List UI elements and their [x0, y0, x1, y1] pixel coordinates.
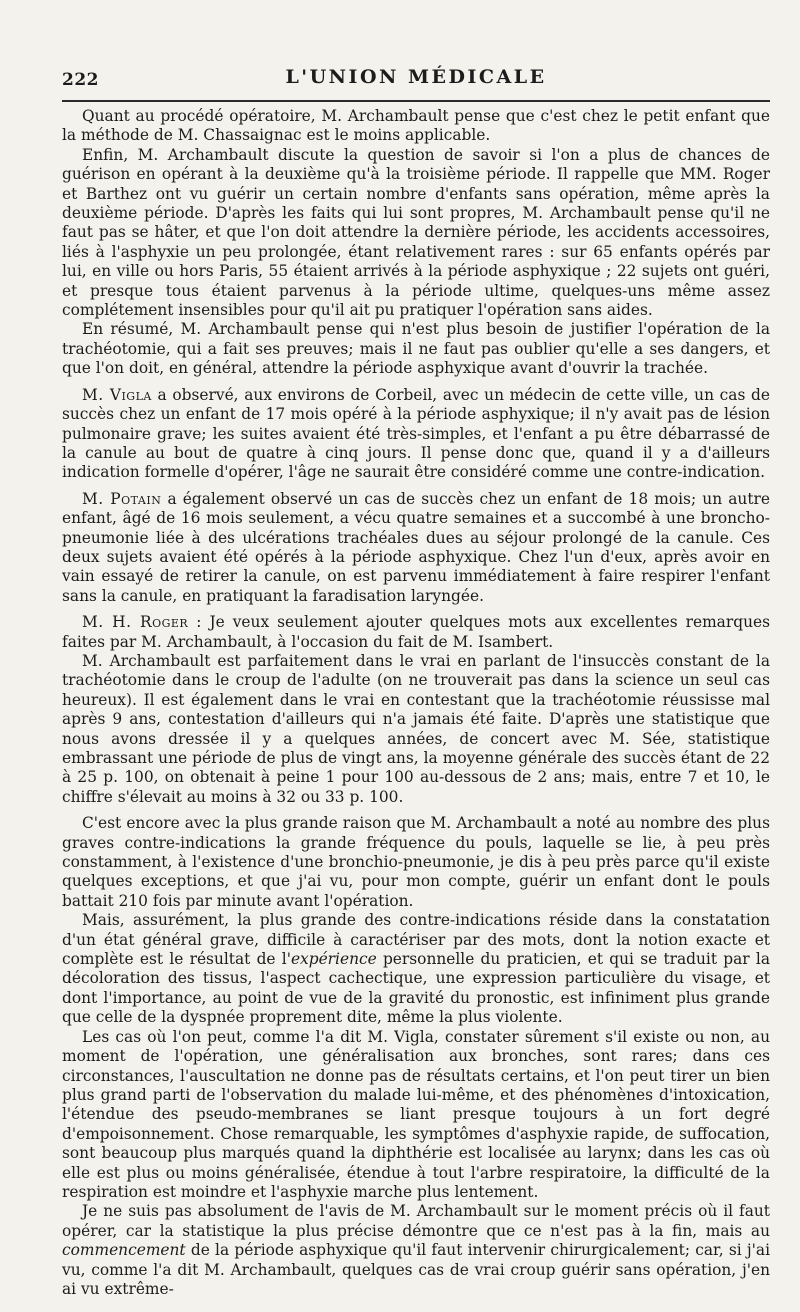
page-header: [62, 56, 770, 90]
speaker-name: M. Potain: [82, 489, 162, 508]
paragraph-period-question: Enfin, M. Archambault discute la question de savoir si l'on a plus de chances de guérison en opérant à la deuxième qu'à la troisième période. Il rappelle que MM. Roger et Barthez ont vu guérir un certain nombre d'enfants sans opération, même après la deuxième période. D'après les faits qui lui sont propres, M. Archambault pense qu'il ne faut pas se hâter, et que l'on doit attendre la dernière période, les accidents accessoires, liés à l'asphyxie un peu prolongée, étant relativement rares : sur 65 enfants opérés par lui, en ville ou hors Paris, 55 étaient arrivés à la période asphyxique ; 22 sujets ont guéri, et presque tous étaient parvenus à la période ultime, quelques-uns même assez complétement insensibles pour qu'il ait pu pratiquer l'opération sans aides.: [62, 145, 770, 320]
header-rule: [62, 100, 770, 102]
paragraph-pulse: C'est encore avec la plus grande raison que M. Archambault a noté au nombre des plus graves contre-indications la grande fréquence du pouls, laquelle se lie, à peu près constamment, à l'existence d'une bronchio-pneumonie, je dis à peu près parce qu'il existe quelques exceptions, et que j'ai vu, pour mon compte, guérir un enfant dont le pouls battait 210 fois par minute avant l'opération.: [62, 814, 770, 910]
paragraph-general-state: Mais, assurément, la plus grande des contre-indications réside dans la constatation d'un état général grave, difficile à caractériser par des mots, dont la notion exacte et complète est le résultat de l'expérience personnelle du praticien, et qui se traduit par la décoloration des tissus, l'aspect cachectique, une expression particulière du visage, et dont l'importance, au point de vue de la gravité du pronostic, est infiniment plus grande que celle de la dyspnée proprement dite, même la plus violente.: [62, 911, 770, 1027]
paragraph-potain: M. Potain a également observé un cas de succès chez un enfant de 18 mois; un autre enfant, âgé de 16 mois seulement, a vécu quatre semaines et a succombé à une broncho-pneumonie liée à des ulcérations trachéales dues au séjour prolongé de la canule. Ces deux sujets avaient été opérés à la période asphyxique. Chez l'un d'eux, après avoir en vain essayé de retirer la canule, on est parvenu immédiatement à faire respirer l'enfant sans la canule, en pratiquant la faradisation laryngée.: [62, 489, 770, 605]
paragraph-auscultation: Les cas où l'on peut, comme l'a dit M. Vigla, constater sûrement s'il existe ou non, au moment de l'opération, une généralisation aux bronches, sont rares; dans ces circonstances, l'auscultation ne donne pas de résultats certains, et l'on peut tirer un bien plus grand parti de l'observation du malade lui-même, et des phénomènes d'intoxication, l'étendue des pseudo-membranes se liant presque toujours à un fort degré d'empoisonnement. Chose remarquable, les symptômes d'asphyxie rapide, de suffocation, sont beaucoup plus marqués quand la diphthérie est localisée au larynx; dans les cas où elle est plus ou moins généralisée, étendue à tout l'arbre respiratoire, la difficulté de la respiration est moindre et l'asphyxie marche plus lentement.: [62, 1027, 770, 1201]
page-number: 222: [62, 70, 99, 90]
paragraph-summary: En résumé, M. Archambault pense qui n'est plus besoin de justifier l'opération de la trachéotomie, qui a fait ses preuves; mais il ne faut pas oublier qu'elle a ses dangers, et que l'on doit, en général, attendre la période asphyxique avant d'ouvrir la trachée.: [62, 320, 770, 378]
speaker-name: M. H. Roger: [82, 613, 189, 632]
italic-term: expérience: [290, 950, 377, 969]
paragraph-timing: Je ne suis pas absolument de l'avis de M. Archambault sur le moment précis où il faut opérer, car la statistique la plus précise démontre que ce n'est pas à la fin, mais au commencement de la période asphyxique qu'il faut intervenir chirurgicalement; car, si j'ai vu, comme l'a dit M. Archambault, quelques cas de vrai croup guérir sans opération, j'en ai vu extrême-: [62, 1202, 770, 1298]
paragraph-roger: M. H. Roger : Je veux seulement ajouter quelques mots aux excellentes remarques faites par M. Archambault, à l'occasion du fait de M. Isambert.: [62, 613, 770, 651]
paragraph-statistics: M. Archambault est parfaitement dans le vrai en parlant de l'insuccès constant de la trachéotomie dans le croup de l'adulte (on ne trouverait pas dans la science un seul cas heureux). Il est également dans le vrai en contestant que la trachéotomie réussisse mal après 9 ans, contestation d'ailleurs qui n'a jamais été faite. D'après une statistique que nous avons dressée il y a quelques années, de concert avec M. Sée, statistique embrassant une période de plus de vingt ans, la moyenne générale des succès étant de 22 à 25 p. 100, on obtenait à peine 1 pour 100 au-dessous de 2 ans; mais, entre 7 et 10, le chiffre s'élevait au moins à 32 ou 33 p. 100.: [62, 651, 770, 806]
paragraph-procedure: Quant au procédé opératoire, M. Archambault pense que c'est chez le petit enfant que la méthode de M. Chassaignac est le moins applicable.: [62, 107, 770, 145]
article-body: [62, 107, 770, 1299]
paragraph-vigla: M. Vigla a observé, aux environs de Corbeil, avec un médecin de cette ville, un cas de succès chez un enfant de 17 mois opéré à la période asphyxique; il n'y avait pas de lésion pulmonaire grave; les suites avaient été très-simples, et l'enfant a pu être débarrassé de la canule au bout de quatre à cinq jours. Il pense donc que, quand il y a d'ailleurs indication formelle d'opérer, l'âge ne saurait être considéré comme une contre-indication.: [62, 385, 771, 482]
italic-term: commencement: [62, 1241, 186, 1260]
running-title: L'UNION MÉDICALE: [285, 66, 547, 88]
speaker-name: M. Vigla: [82, 385, 152, 404]
